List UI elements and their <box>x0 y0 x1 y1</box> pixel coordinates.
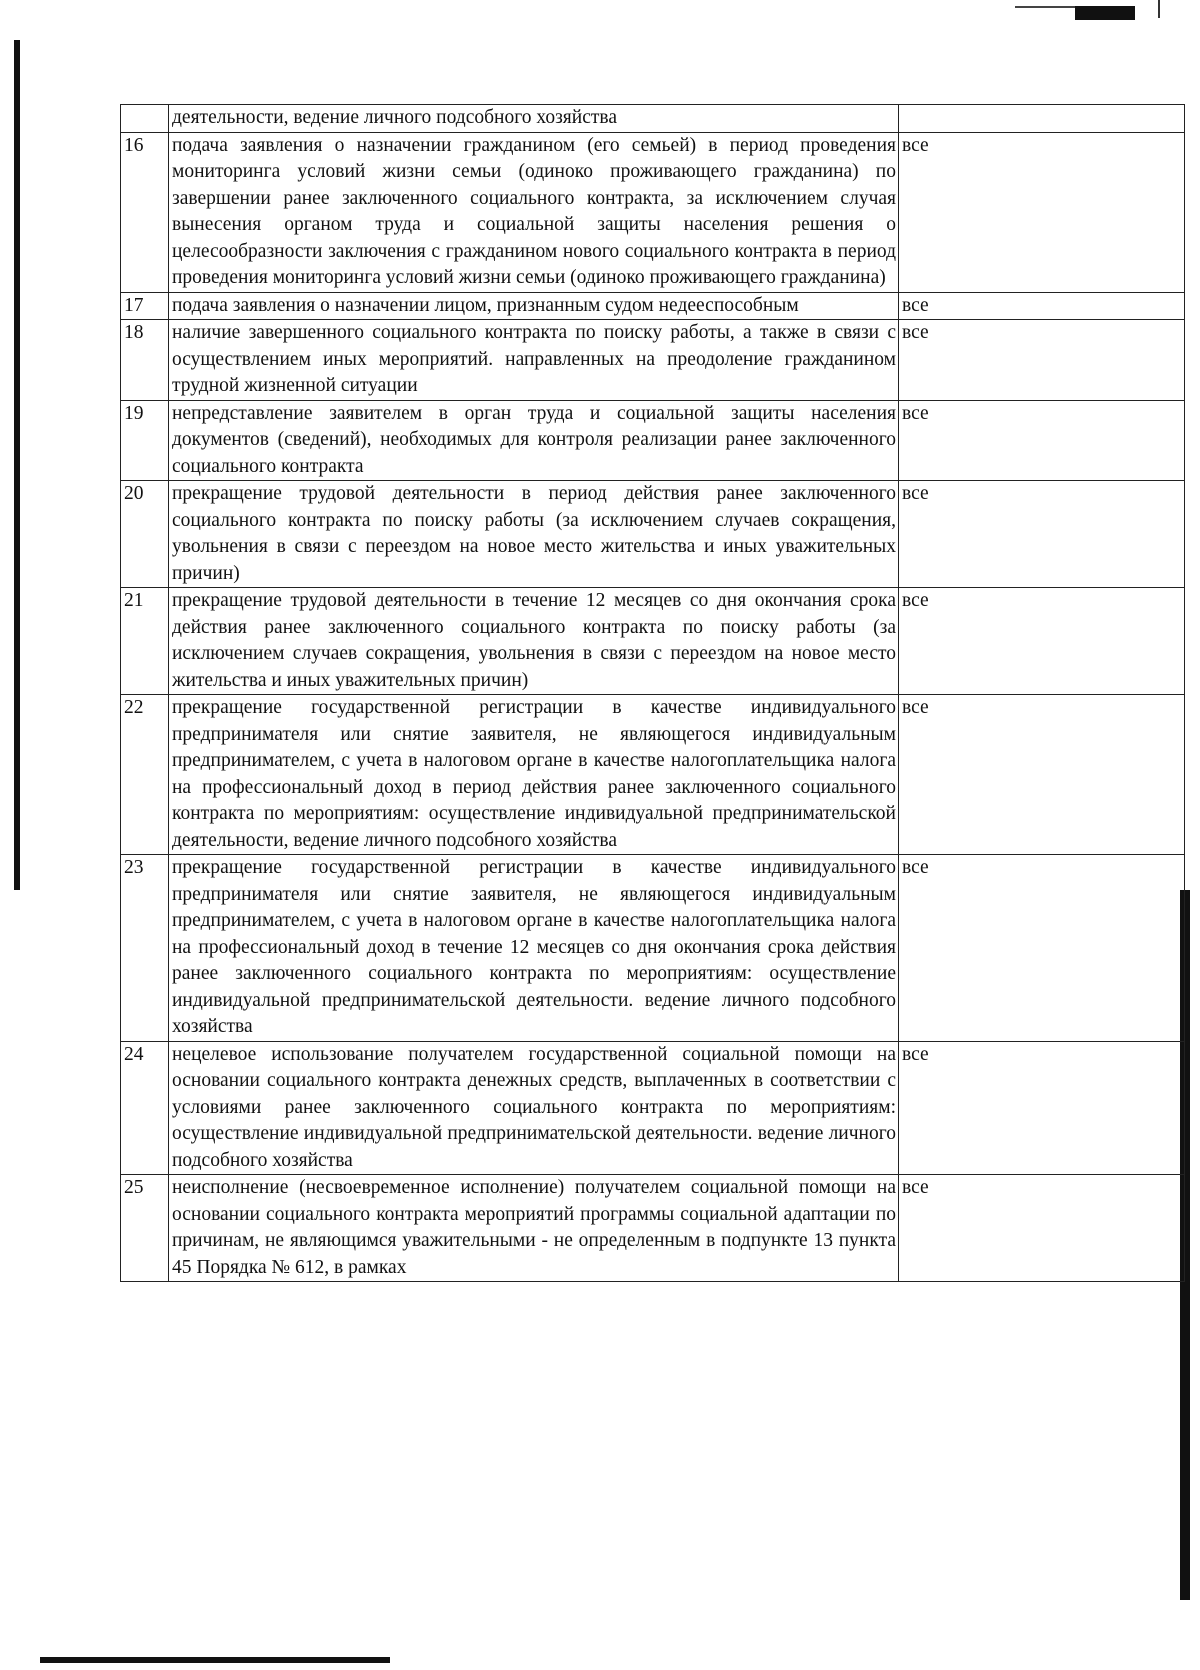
row-scope: все <box>899 588 1185 695</box>
row-text: подача заявления о назначении лицом, признанным судом недееспособным <box>169 292 899 320</box>
table-row <box>121 481 1185 588</box>
scan-artifact-bottom-bar <box>40 1657 390 1663</box>
row-scope: все <box>899 1041 1185 1175</box>
scan-artifact-line <box>1015 6 1075 8</box>
table-row <box>121 105 1185 133</box>
row-number: 19 <box>121 400 169 481</box>
row-text: неисполнение (несвоевременное исполнение) получателем социальной помощи на основании социального контракта мероприятий программы социальной адаптации по причинам, не являющимся уважительными - не определенным в подпункте 13 пункта 45 Порядка № 612, в рамках <box>169 1175 899 1282</box>
table-row <box>121 400 1185 481</box>
row-scope <box>899 105 1185 133</box>
table-row <box>121 695 1185 855</box>
scan-artifact-top-bar <box>1075 6 1135 20</box>
row-number <box>121 105 169 133</box>
table-row <box>121 292 1185 320</box>
scan-artifact-left-bar <box>14 40 20 890</box>
row-scope: все <box>899 695 1185 855</box>
scan-artifact-tick <box>1158 0 1160 18</box>
row-text: наличие завершенного социального контракта по поиску работы, а также в связи с осуществлением иных мероприятий. направленных на преодоление гражданином трудной жизненной ситуации <box>169 320 899 401</box>
row-number: 25 <box>121 1175 169 1282</box>
row-scope: все <box>899 132 1185 292</box>
table-row <box>121 588 1185 695</box>
row-text: прекращение государственной регистрации в качестве индивидуального предпринимателя или снятие заявителя, не являющегося индивидуальным предпринимателем, с учета в налоговом органе в качестве налогоплательщика налога на профессиональный доход в течение 12 месяцев со дня окончания срока действия ранее заключенного социального контракта по мероприятиям: осуществление индивидуальной предпринимательской деятельности. ведение личного подсобного хозяйства <box>169 855 899 1042</box>
row-number: 22 <box>121 695 169 855</box>
row-number: 23 <box>121 855 169 1042</box>
table-row <box>121 1175 1185 1282</box>
row-text: прекращение трудовой деятельности в течение 12 месяцев со дня окончания срока действия ранее заключенного социального контракта по поиску работы (за исключением случаев сокращения, увольнения в связи с переездом на новое место жительства и иных уважительных причин) <box>169 588 899 695</box>
row-text: непредставление заявителем в орган труда и социальной защиты населения документов (сведений), необходимых для контроля реализации ранее заключенного социального контракта <box>169 400 899 481</box>
row-number: 21 <box>121 588 169 695</box>
row-text: прекращение государственной регистрации в качестве индивидуального предпринимателя или снятие заявителя, не являющегося индивидуальным предпринимателем, с учета в налоговом органе в качестве налогоплательщика налога на профессиональный доход в период действия ранее заключенного социального контракта по мероприятиям: осуществление индивидуальной предпринимательской деятельности, ведение личного подсобного хозяйства <box>169 695 899 855</box>
row-text: подача заявления о назначении гражданином (его семьей) в период проведения мониторинга условий жизни семьи (одиноко проживающего гражданина) по завершении ранее заключенного социального контракта, за исключением случая вынесения органом труда и социальной защиты населения решения о целесообразности заключения с гражданином нового социального контракта в период проведения мониторинга условий жизни семьи (одиноко проживающего гражданина) <box>169 132 899 292</box>
table-row <box>121 320 1185 401</box>
row-text: деятельности, ведение личного подсобного хозяйства <box>169 105 899 133</box>
row-scope: все <box>899 320 1185 401</box>
row-number: 24 <box>121 1041 169 1175</box>
row-number: 17 <box>121 292 169 320</box>
row-number: 16 <box>121 132 169 292</box>
row-text: прекращение трудовой деятельности в период действия ранее заключенного социального контракта по поиску работы (за исключением случаев сокращения, увольнения в связи с переездом на новое место жительства и иных уважительных причин) <box>169 481 899 588</box>
row-scope: все <box>899 855 1185 1042</box>
document-table <box>120 104 1185 1282</box>
row-scope: все <box>899 400 1185 481</box>
table-row <box>121 1041 1185 1175</box>
row-number: 18 <box>121 320 169 401</box>
table-row <box>121 855 1185 1042</box>
row-scope: все <box>899 481 1185 588</box>
row-text: нецелевое использование получателем государственной социальной помощи на основании социального контракта денежных средств, выплаченных в соответствии с условиями ранее заключенного социального контракта по мероприятиям: осуществление индивидуальной предпринимательской деятельности. ведение личного подсобного хозяйства <box>169 1041 899 1175</box>
row-number: 20 <box>121 481 169 588</box>
table-row <box>121 132 1185 292</box>
row-scope: все <box>899 292 1185 320</box>
row-scope: все <box>899 1175 1185 1282</box>
